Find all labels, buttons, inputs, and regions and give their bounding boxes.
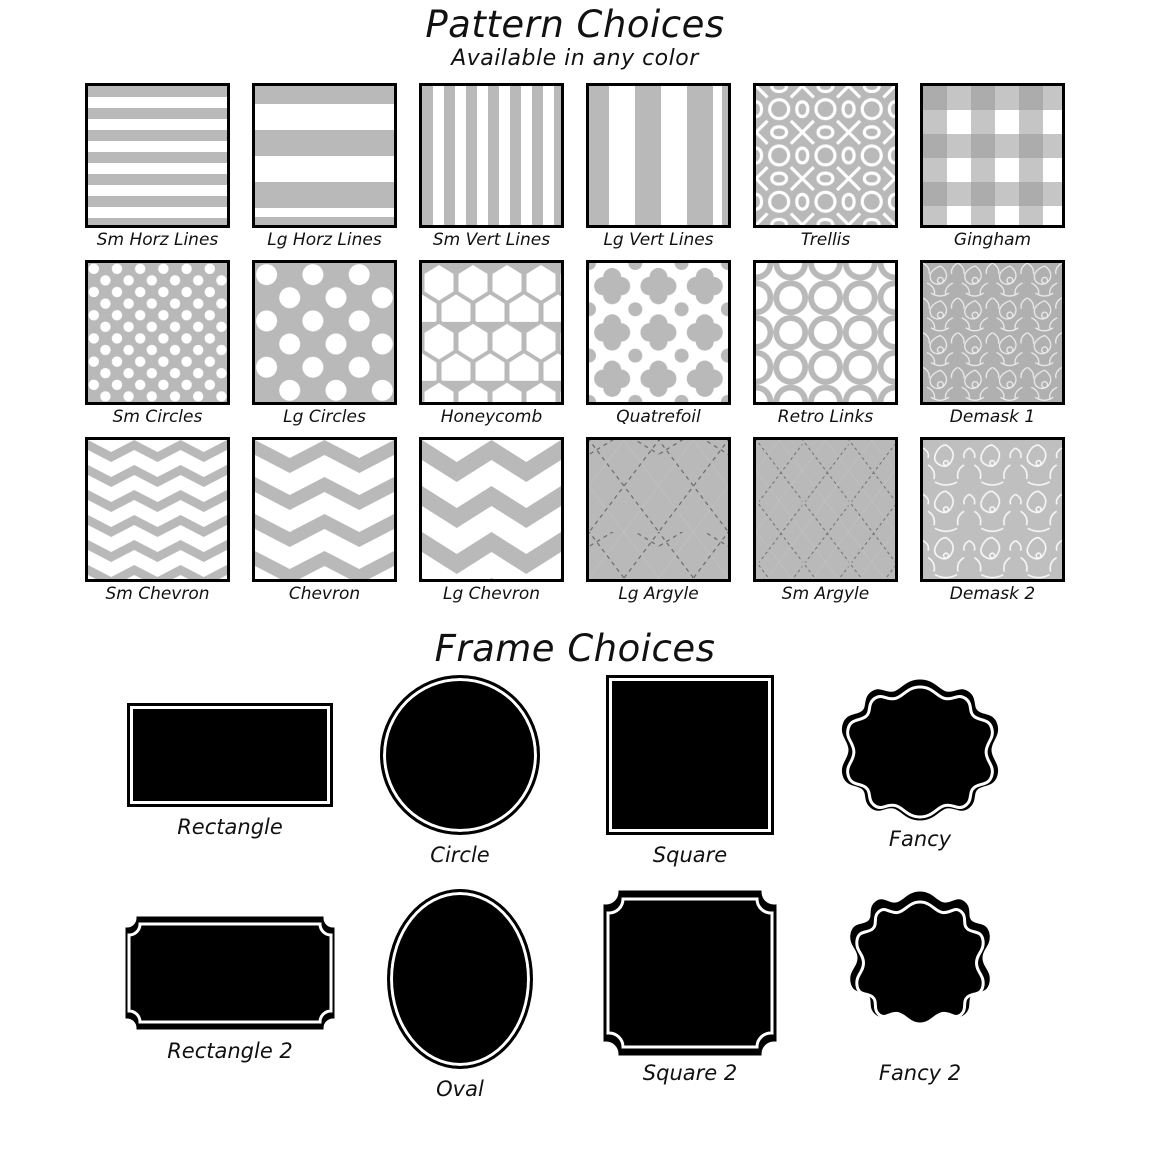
pattern-large-argyle-icon[interactable] (586, 437, 731, 582)
pattern-option-lg-circles[interactable] (252, 260, 397, 431)
pattern-large-vertical-lines-icon[interactable] (586, 83, 731, 228)
pattern-option-sm-horz-lines[interactable] (85, 83, 230, 254)
pattern-option-demask-1[interactable] (920, 260, 1065, 431)
pattern-option-gingham[interactable] (920, 83, 1065, 254)
pattern-label: Chevron (288, 584, 361, 605)
pattern-option-sm-circles[interactable] (85, 260, 230, 431)
pattern-trellis-icon[interactable] (753, 83, 898, 228)
pattern-small-circles-icon[interactable] (85, 260, 230, 405)
pattern-small-vertical-lines-icon[interactable] (419, 83, 564, 228)
frame-option-rectangle[interactable] (115, 675, 345, 839)
pattern-option-lg-vert-lines[interactable] (586, 83, 731, 254)
frame-rectangle-icon[interactable] (115, 703, 345, 807)
frame-option-fancy-two[interactable] (805, 889, 1035, 1085)
frame-label: Fancy (888, 826, 952, 851)
frame-oval-icon[interactable] (345, 889, 575, 1069)
frame-label: Square 2 (642, 1060, 738, 1085)
pattern-option-chevron[interactable] (252, 437, 397, 608)
frame-option-circle[interactable] (345, 675, 575, 867)
frame-label: Oval (436, 1076, 484, 1101)
frame-square-two-icon[interactable] (575, 889, 805, 1057)
pattern-damask-two-icon[interactable] (920, 437, 1065, 582)
pattern-large-horizontal-lines-icon[interactable] (252, 83, 397, 228)
pattern-option-lg-horz-lines[interactable] (252, 83, 397, 254)
pattern-option-demask-2[interactable] (920, 437, 1065, 608)
pattern-chevron-icon[interactable] (252, 437, 397, 582)
pattern-label: Lg Chevron (443, 584, 540, 605)
pattern-label: Lg Vert Lines (603, 230, 714, 251)
pattern-label: Demask 2 (949, 584, 1036, 605)
pattern-label: Lg Horz Lines (267, 230, 382, 251)
pattern-option-retro-links[interactable] (753, 260, 898, 431)
frame-square-icon[interactable] (575, 675, 805, 835)
pattern-option-lg-argyle[interactable] (586, 437, 731, 608)
frame-option-fancy[interactable] (805, 675, 1035, 851)
pattern-option-honeycomb[interactable] (419, 260, 564, 431)
frame-label: Circle (430, 842, 490, 867)
pattern-label: Sm Circles (112, 407, 203, 428)
pattern-label: Lg Circles (283, 407, 366, 428)
pattern-label: Sm Vert Lines (432, 230, 551, 251)
frame-grid (75, 675, 1075, 1101)
pattern-label: Honeycomb (440, 407, 543, 428)
pattern-small-chevron-icon[interactable] (85, 437, 230, 582)
pattern-option-quatrefoil[interactable] (586, 260, 731, 431)
pattern-gingham-icon[interactable] (920, 83, 1065, 228)
page-title: Pattern Choices (425, 3, 725, 46)
pattern-label: Gingham (953, 230, 1032, 251)
frame-fancy-icon[interactable] (805, 675, 1035, 825)
pattern-retro-links-icon[interactable] (753, 260, 898, 405)
pattern-option-sm-chevron[interactable] (85, 437, 230, 608)
frame-label: Rectangle (177, 814, 283, 839)
pattern-label: Sm Horz Lines (96, 230, 219, 251)
pattern-option-sm-vert-lines[interactable] (419, 83, 564, 254)
frame-option-rectangle-two[interactable] (115, 889, 345, 1063)
frame-row (75, 675, 1075, 867)
pattern-damask-one-icon[interactable] (920, 260, 1065, 405)
page-subtitle: Available in any color (451, 45, 699, 71)
pattern-option-lg-chevron[interactable] (419, 437, 564, 608)
pattern-label: Sm Chevron (105, 584, 210, 605)
frame-option-oval[interactable] (345, 889, 575, 1101)
pattern-honeycomb-icon[interactable] (419, 260, 564, 405)
frame-section-title: Frame Choices (434, 627, 716, 671)
pattern-quatrefoil-icon[interactable] (586, 260, 731, 405)
frame-circle-icon[interactable] (345, 675, 575, 835)
pattern-grid (75, 83, 1075, 608)
pattern-label: Retro Links (777, 407, 874, 428)
pattern-large-chevron-icon[interactable] (419, 437, 564, 582)
frame-option-square-two[interactable] (575, 889, 805, 1085)
frame-label: Square (652, 842, 728, 867)
pattern-option-sm-argyle[interactable] (753, 437, 898, 608)
frame-row (75, 889, 1075, 1101)
pattern-label: Trellis (800, 230, 851, 251)
pattern-label: Lg Argyle (618, 584, 699, 605)
pattern-label: Sm Argyle (781, 584, 870, 605)
pattern-small-horizontal-lines-icon[interactable] (85, 83, 230, 228)
pattern-label: Demask 1 (949, 407, 1036, 428)
pattern-label: Quatrefoil (616, 407, 701, 428)
frame-label: Rectangle 2 (167, 1038, 293, 1063)
pattern-option-trellis[interactable] (753, 83, 898, 254)
frame-label: Fancy 2 (878, 1060, 962, 1085)
pattern-small-argyle-icon[interactable] (753, 437, 898, 582)
frame-option-square[interactable] (575, 675, 805, 867)
frame-rectangle-two-icon[interactable] (115, 915, 345, 1031)
frame-fancy-two-icon[interactable] (805, 889, 1035, 1059)
pattern-large-circles-icon[interactable] (252, 260, 397, 405)
